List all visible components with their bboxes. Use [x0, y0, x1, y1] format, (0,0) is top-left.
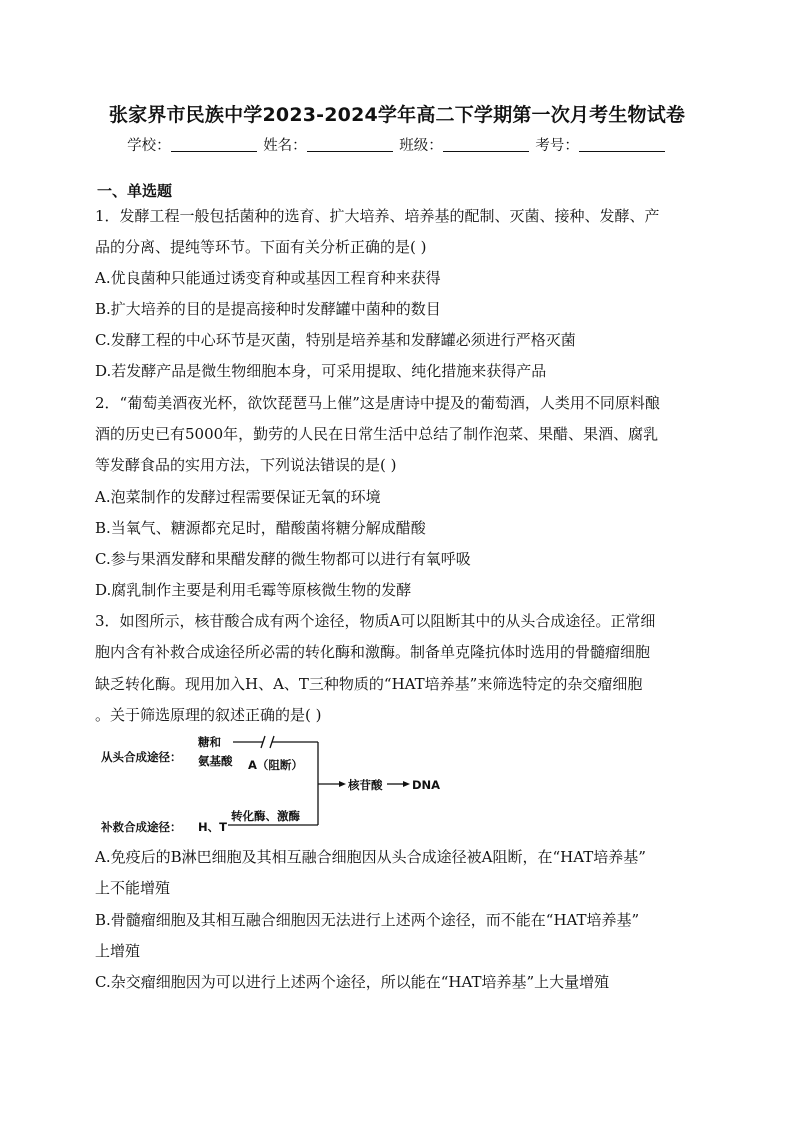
question-3-stem: 缺乏转化酶。现用加入H、A、T三种物质的“HAT培养基”来筛选特定的杂交瘤细胞 [95, 675, 643, 693]
question-3-option-b: B.骨髓瘤细胞及其相互融合细胞因无法进行上述两个途径，而不能在“HAT培养基” [95, 911, 640, 929]
school-blank [171, 137, 257, 152]
de-novo-label: 从头合成途径： [101, 750, 182, 764]
question-3-option-a: 上不能增殖 [95, 879, 171, 897]
question-1-option-b: B.扩大培养的目的是提高接种时发酵罐中菌种的数目 [95, 300, 441, 318]
question-2-option-b: B.当氧气、糖源都充足时，醋酸菌将糖分解成醋酸 [95, 519, 426, 537]
question-3-option-c: C.杂交瘤细胞因为可以进行上述两个途径，所以能在“HAT培养基”上大量增殖 [95, 973, 610, 991]
name-blank [307, 137, 393, 152]
question-1-option-d: D.若发酵产品是微生物细胞本身，可采用提取、纯化措施来获得产品 [95, 362, 547, 380]
question-1-stem: 品的分离、提纯等环节。下面有关分析正确的是( ) [95, 238, 427, 256]
question-2-stem: 2．“葡萄美酒夜光杯，欲饮琵琶马上催”这是唐诗中提及的葡萄酒，人类用不同原料酿 [95, 394, 660, 412]
exam-title: 张家界市民族中学2023-2024学年高二下学期第一次月考生物试卷 [108, 104, 686, 126]
salvage-label: 补救合成途径： [101, 820, 182, 834]
nucleotide-label: 核苷酸 [348, 778, 383, 792]
question-3-option-a: A.免疫后的B淋巴细胞及其相互融合细胞因从头合成途径被A阻断，在“HAT培养基” [95, 848, 646, 866]
arrow-head-icon [339, 781, 346, 787]
section-heading: 一、单选题 [97, 182, 173, 200]
class-blank [443, 137, 529, 152]
exam-number-label: 考号： [535, 138, 579, 154]
amino-acid-label: 氨基酸 [198, 754, 233, 768]
question-2-option-a: A.泡菜制作的发酵过程需要保证无氧的环境 [95, 488, 381, 506]
class-label: 班级： [399, 138, 443, 154]
question-1-stem: 1．发酵工程一般包括菌种的选育、扩大培养、培养基的配制、灭菌、接种、发酵、产 [95, 207, 660, 225]
question-2-option-c: C.参与果酒发酵和果醋发酵的微生物都可以进行有氧呼吸 [95, 550, 471, 568]
student-info-row [0, 134, 794, 155]
nucleotide-synthesis-diagram [97, 729, 457, 837]
question-1-option-c: C.发酵工程的中心环节是灭菌，特别是培养基和发酵罐必须进行严格灭菌 [95, 331, 576, 349]
exam-number-blank [579, 137, 665, 152]
question-3-stem: 胞内含有补救合成途径所必需的转化酶和激酶。制备单克隆抗体时选用的骨髓瘤细胞 [95, 643, 651, 661]
question-3-stem: 3．如图所示，核苷酸合成有两个途径，物质A可以阻断其中的从头合成途径。正常细 [95, 612, 656, 630]
sugar-label: 糖和 [198, 735, 221, 749]
question-2-option-d: D.腐乳制作主要是利用毛霉等原核微生物的发酵 [95, 581, 412, 599]
arrow-head-icon [403, 781, 410, 787]
school-label: 学校： [127, 138, 171, 154]
question-1-option-a: A.优良菌种只能通过诱变育种或基因工程育种来获得 [95, 269, 441, 287]
question-3-stem: 。关于筛选原理的叙述正确的是( ) [95, 706, 322, 724]
question-3-option-b: 上增殖 [95, 942, 141, 960]
question-2-stem: 等发酵食品的实用方法，下列说法错误的是( ) [95, 456, 397, 474]
block-label: A（阻断） [248, 758, 303, 772]
ht-label: H、T [198, 820, 227, 834]
name-label: 姓名： [263, 138, 307, 154]
question-2-stem: 酒的历史已有5000年，勤劳的人民在日常生活中总结了制作泡菜、果醋、果酒、腐乳 [95, 425, 659, 443]
enzymes-label: 转化酶、激酶 [231, 809, 300, 823]
dna-label: DNA [412, 778, 441, 792]
